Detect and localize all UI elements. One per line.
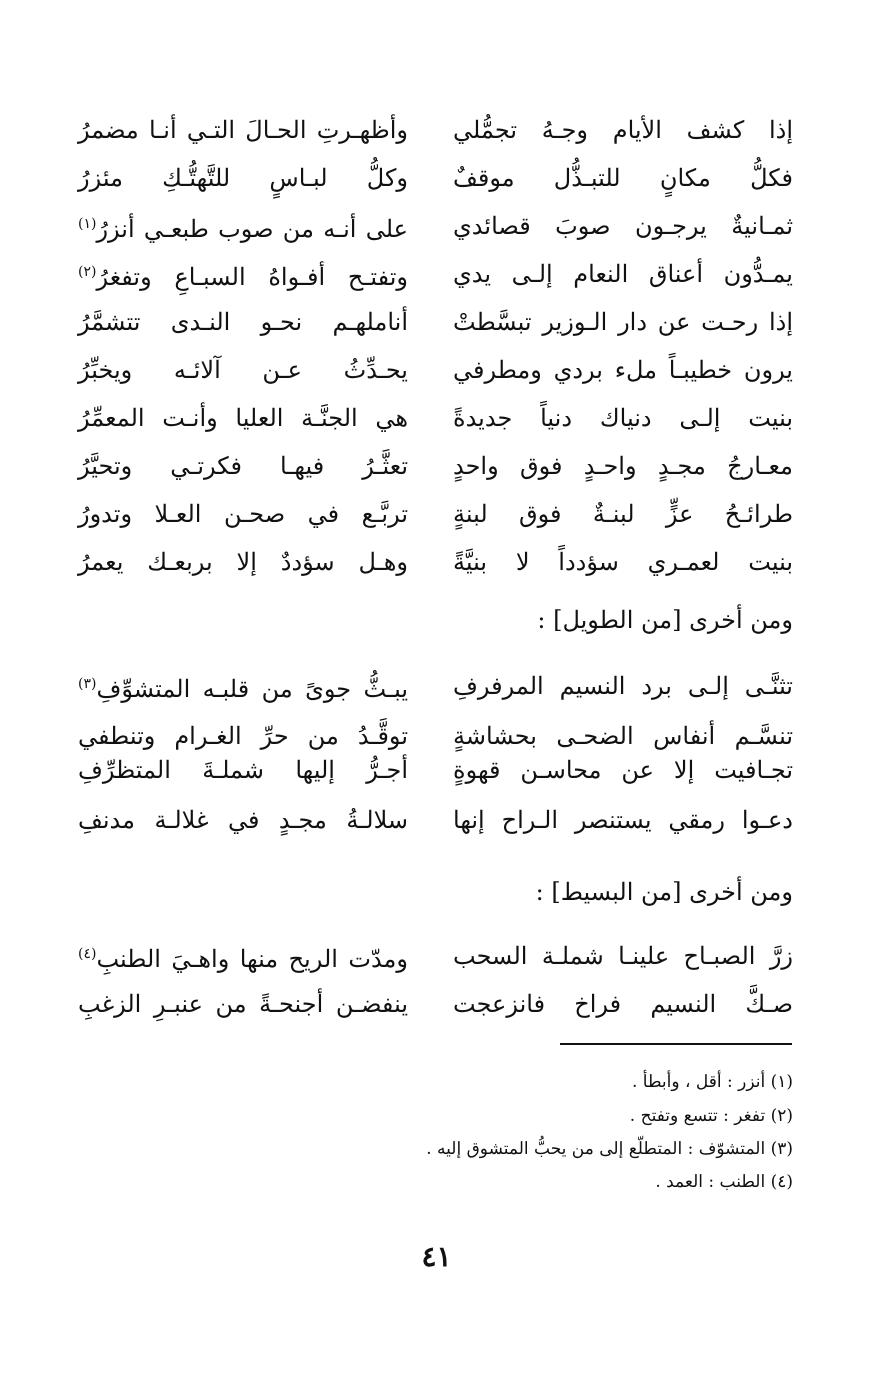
second-hemistich [78, 202, 408, 251]
verse-line [78, 108, 793, 152]
first-hemistich: بنيت إلـى دنياك دنياً جديدةً [453, 404, 793, 432]
first-hemistich: ثمـانيةٌ يرجـون صوبَ قصائدي [453, 212, 793, 240]
second-hemistich [78, 932, 408, 981]
verse-line [78, 798, 793, 842]
verse-line [78, 348, 793, 392]
verse-line [78, 540, 793, 584]
footnote: (٢) تفغر : تتسع وتفتح . [629, 1106, 793, 1126]
second-hemistich [78, 748, 408, 792]
hemistich-text: توقَّـدُ من حرِّ الغـرام وتنطفي [78, 722, 408, 750]
second-hemistich [78, 300, 408, 344]
hemistich-text: أناملهـم نحـو النـدى تتشمَّرُ [78, 308, 408, 336]
hemistich-text: وتفتـح أفـواهُ السبـاعِ وتفغرُ [96, 262, 408, 291]
footnote-marker: (١) [78, 215, 97, 232]
second-hemistich [78, 348, 408, 392]
verse-line [78, 748, 793, 792]
footnote-divider [560, 1043, 792, 1045]
hemistich-text: تعثَّـرُ فيهـا فكرتـي وتحيَّرُ [78, 452, 408, 480]
hemistich-text: وكلُّ لبـاسٍ للتَّهتُّـكِ مئزرُ [78, 164, 408, 192]
first-hemistich: طرائـحُ عزٍّ لبنـةٌ فوق لبنةٍ [453, 500, 793, 528]
second-hemistich [78, 982, 408, 1026]
first-hemistich: زرَّ الصبـاح علينـا شملـة السحب [453, 942, 793, 970]
verse-line [78, 982, 793, 1026]
poem-intro: ومن أخرى [من البسيط] : [535, 878, 793, 906]
verse-line [78, 156, 793, 200]
verse-line [78, 444, 793, 488]
second-hemistich [78, 540, 408, 584]
hemistich-text: يبـثُّ جوىً من قلبـه المتشوِّفِ [96, 674, 408, 703]
footnote-marker: (٢) [78, 263, 97, 280]
footnote-marker: (٤) [78, 945, 97, 962]
second-hemistich [78, 492, 408, 536]
footnote: (١) أنزر : أقل ، وأبطأ . [631, 1072, 793, 1092]
verse-line [78, 934, 793, 978]
hemistich-text: يحـدِّثُ عـن آلائـه ويخبِّرُ [78, 356, 408, 384]
footnote: (٤) الطنب : العمد . [655, 1172, 793, 1192]
hemistich-text: سلالـةُ مجـدٍ في غلالـة مدنفِ [78, 806, 408, 834]
first-hemistich: يمـدُّون أعناق النعام إلـى يدي [453, 260, 793, 288]
second-hemistich [78, 444, 408, 488]
first-hemistich: يرون خطيبـاً ملء بردي ومطرفي [453, 356, 793, 384]
hemistich-text: ينفضـن أجنحـةً من عنبـرِ الزغبِ [78, 990, 408, 1018]
hemistich-text: وهـل سؤددٌ إلا بربعـك يعمرُ [78, 548, 408, 576]
verse-line [78, 204, 793, 248]
poem-intro: ومن أخرى [من الطويل] : [537, 606, 793, 634]
first-hemistich: تنسَّـم أنفاس الضحـى بحشاشةٍ [453, 722, 793, 750]
hemistich-text: وأظهـرتِ الحـالَ التـي أنـا مضمرُ [78, 116, 408, 144]
second-hemistich [78, 108, 408, 152]
first-hemistich: إذا رحـت عن دار الـوزير تبسَّطتْ [453, 308, 793, 336]
first-hemistich: معـارجُ مجـدٍ واحـدٍ فوق واحدٍ [453, 452, 793, 480]
verse-line [78, 396, 793, 440]
hemistich-text: هي الجنَّـة العليا وأنـت المعمِّرُ [78, 404, 408, 432]
second-hemistich [78, 662, 408, 711]
second-hemistich [78, 250, 408, 299]
first-hemistich: دعـوا رمقي يستنصر الـراح إنها [453, 806, 793, 834]
hemistich-text: أجـرُّ إليها شملـةَ المتظرِّفِ [78, 756, 408, 784]
footnote: (٣) المتشوّف : المتطلّع إلى من يحبُّ المتشوق إليه . [426, 1139, 793, 1159]
second-hemistich [78, 798, 408, 842]
verse-line [78, 252, 793, 296]
page-number: ٤١ [421, 1240, 452, 1273]
verse-line [78, 664, 793, 708]
verse-line [78, 492, 793, 536]
first-hemistich: بنيت لعمـري سؤدداً لا بنيَّةً [453, 548, 793, 576]
first-hemistich: إذا كشف الأيام وجـهُ تجمُّلي [453, 116, 793, 144]
first-hemistich: صـكَّ النسيم فراخ فانزعجت [453, 990, 793, 1018]
second-hemistich [78, 396, 408, 440]
hemistich-text: تربَّـع في صحـن العـلا وتدورُ [78, 500, 408, 528]
hemistich-text: على أنـه من صوب طبعـي أنزرُ [96, 214, 408, 243]
first-hemistich: تجـافيت إلا عن محاسـن قهوةٍ [453, 756, 793, 784]
first-hemistich: فكلُّ مكانٍ للتبـذُّل موقفٌ [453, 164, 793, 192]
footnote-marker: (٣) [78, 675, 97, 692]
hemistich-text: ومدّت الريح منها واهـيَ الطنبِ [96, 944, 408, 973]
verse-line [78, 300, 793, 344]
first-hemistich: تثنَّـى إلـى برد النسيم المرفرفِ [453, 672, 793, 700]
second-hemistich [78, 156, 408, 200]
